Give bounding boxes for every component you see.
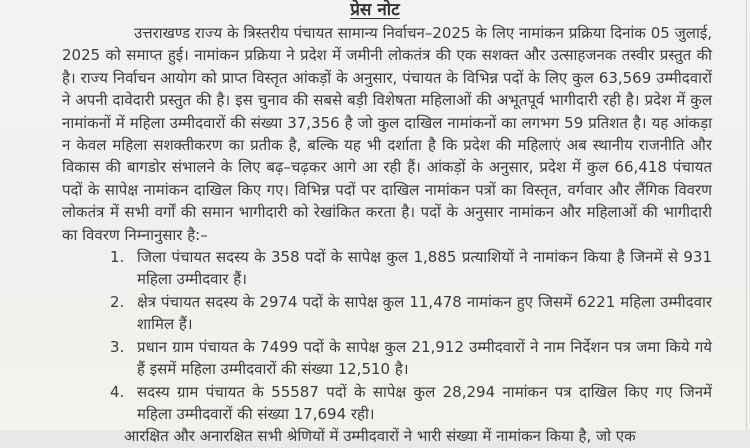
closing-paragraph: आरक्षित और अनारक्षित सभी श्रेणियों में उम्मीदवारों ने भारी संख्या में नामांकन किया है, जो एक	[124, 427, 636, 446]
list-item-number: 4.	[110, 382, 125, 401]
intro-paragraph: उत्तराखण्ड राज्य के त्रिस्तरीय पंचायत सामान्य निर्वाचन–2025 के लिए नामांकन प्रक्रिया दिनांक 05 जुलाई, 2025 को समाप्त हुई। नामांकन प्रक्रिया ने प्रदेश में जमीनी लोकतंत्र की एक सशक्त और उत्साहजनक तस्वीर प्रस्तुत की है। राज्य निर्वाचन आयोग को प्राप्त विस्तृत आंकड़ों के अनुसार, पंचायत के विभिन्न पदों के लिए कुल 63,569 उम्मीदवारों ने अपनी दावेदारी प्रस्तुत की है। इस चुनाव की सबसे बड़ी विशेषता महिलाओं की अभूतपूर्व भागीदारी रही है। प्रदेश में कुल नामांकनों में महिला उम्मीदवारों की संख्या 37,356 है जो कुल दाखिल नामांकनों का लगभग 59 प्रतिशत है। यह आंकड़ा न केवल महिला सशक्तीकरण का प्रतीक है, बल्कि यह भी दर्शाता है कि प्रदेश की महिलाएं अब स्थानीय राजनीति और विकास की बागडोर संभालने के लिए बढ़–चढ़कर आगे आ रही हैं। आंकड़ों के अनुसार, प्रदेश में कुल 66,418 पंचायत पदों के सापेक्ष नामांकन दाखिल किए गए। विभिन्न पदों पर दाखिल नामांकन पत्रों का विस्तृत, वर्गवार और लैंगिक विवरण लोकतंत्र में सभी वर्गों की समान भागीदारी को रेखांकित करता है। पदों के अनुसार नामांकन और महिलाओं की भागीदारी का विवरण निम्नानुसार है:–	[62, 24, 712, 244]
scan-edge-line	[746, 0, 747, 430]
list-item	[110, 381, 712, 426]
list-item	[110, 291, 712, 336]
list-item-text: प्रधान ग्राम पंचायत के 7499 पदों के सापेक्ष कुल 21,912 उम्मीदवारों ने नाम निर्देशन पत्र जमा किये गये हैं इसमें महिला उम्मीदवारों की संख्या 12,510 है।	[137, 337, 712, 379]
list-item-number: 3.	[110, 337, 125, 356]
list-item	[110, 246, 712, 291]
list-item-text: क्षेत्र पंचायत सदस्य के 2974 पदों के सापेक्ष कुल 11,478 नामांकन हुए जिसमें 6221 महिला उम्मीदवार शामिल हैं।	[137, 292, 712, 334]
list-item-number: 2.	[110, 292, 125, 311]
list-item-number: 1.	[110, 248, 125, 267]
document-title: प्रेस नोट	[350, 0, 400, 20]
list-item	[110, 336, 712, 381]
list-item-text: जिला पंचायत सदस्य के 358 पदों के सापेक्ष कुल 1,885 प्रत्याशियों ने नामांकन किया है जिनमें से 931 महिला उम्मीदवार हैं।	[137, 248, 712, 289]
nomination-statistics-list	[0, 246, 750, 425]
list-item-text: सदस्य ग्राम पंचायत के 55587 पदों के सापेक्ष कुल 28,294 नामांकन पत्र दाखिल किए गए जिनमें महिला उम्मीदवारों की संख्या 17,694 रही।	[137, 382, 712, 423]
